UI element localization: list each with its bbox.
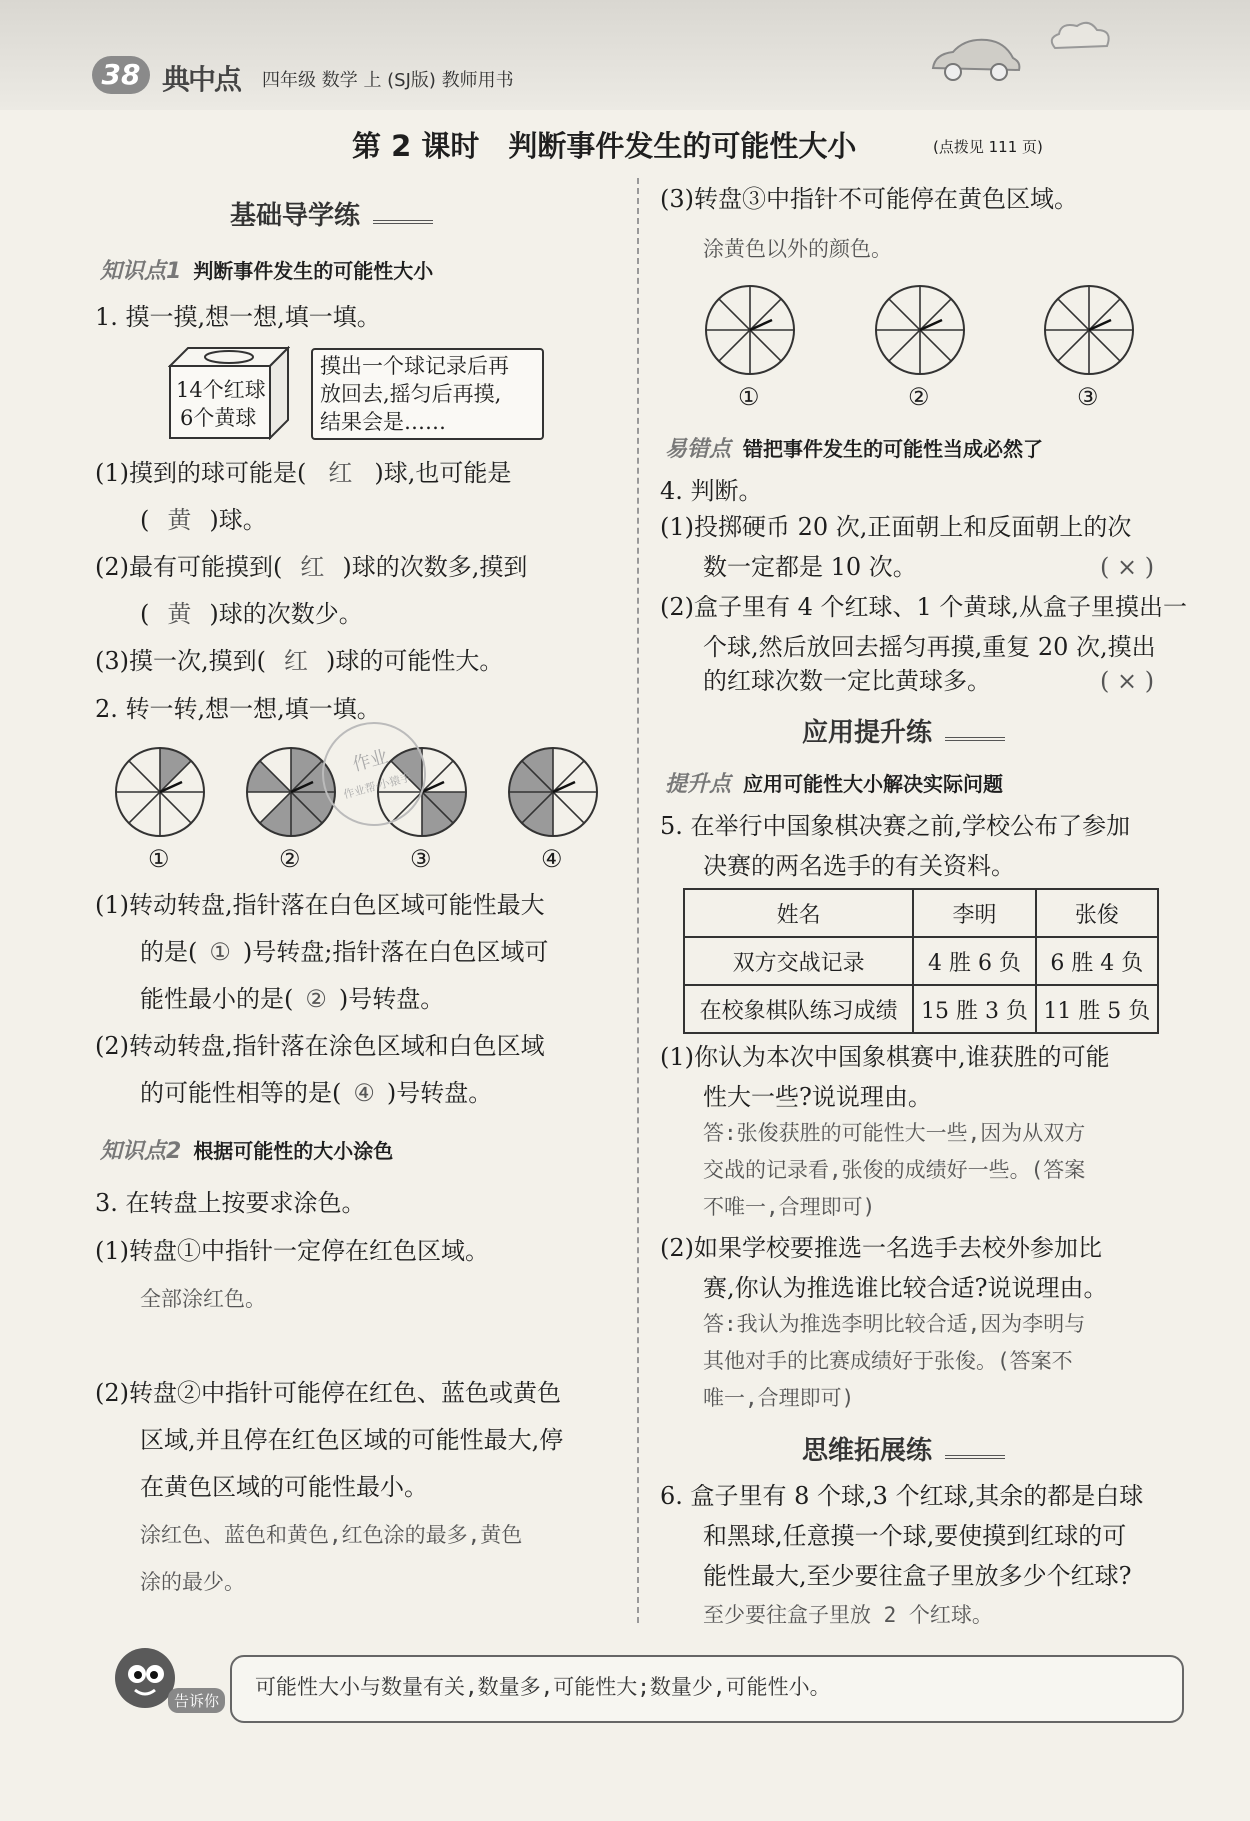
q1-part1-line2: ( 黄 )球。	[140, 506, 267, 534]
q3-part3: (3)转盘③中指针不可能停在黄色区域。	[660, 185, 1078, 213]
column-divider	[637, 178, 639, 1623]
mistake-point: 易错点 错把事件发生的可能性当成必然了	[665, 437, 1044, 462]
q6-line2: 和黑球,任意摸一个球,要使摸到红球的可	[703, 1522, 1127, 1550]
q5-part1-answer-2: 交战的记录看,张俊的成绩好一些。(答案	[703, 1158, 1086, 1182]
q2-label-1: ①	[148, 845, 170, 873]
q4-stem: 4. 判断。	[660, 477, 763, 505]
knowledge-point-1: 知识点1 判断事件发生的可能性大小	[100, 259, 434, 284]
q3-part2-answer-1: 涂红色、蓝色和黄色,红色涂的最多,黄色	[140, 1523, 523, 1547]
q5-stem-line2: 决赛的两名选手的有关资料。	[703, 852, 1015, 880]
q5-part2-answer-1: 答:我认为推选李明比较合适,因为李明与	[703, 1312, 1086, 1336]
q3-label-3: ③	[1077, 383, 1099, 411]
q4-part2-line1: (2)盒子里有 4 个红球、1 个黄球,从盒子里摸出一	[660, 593, 1188, 621]
q3-part1: (1)转盘①中指针一定停在红色区域。	[95, 1237, 489, 1265]
q6-answer: 至少要往盒子里放 2 个红球。	[703, 1603, 993, 1627]
q5-part1-line2: 性大一些?说说理由。	[703, 1083, 932, 1111]
table-cell: 4 胜 6 负	[913, 937, 1035, 985]
q3-part1-answer: 全部涂红色。	[140, 1287, 266, 1311]
q2-label-4: ④	[541, 845, 563, 873]
box-red-count: 14个红球	[176, 378, 266, 402]
watermark-stamp: 作业 作业帮·小猿手	[310, 710, 437, 837]
q4-part1-line2: 数一定都是 10 次。	[703, 553, 917, 581]
table-cell: 李明	[913, 889, 1035, 937]
improve-point: 提升点 应用可能性大小解决实际问题	[665, 772, 1004, 797]
q1-part1-line1: (1)摸到的球可能是( 红 )球,也可能是	[95, 459, 512, 487]
q3-part2-line2: 区域,并且停在红色区域的可能性最大,停	[140, 1426, 564, 1454]
q4-part2-line2: 个球,然后放回去摇匀再摸,重复 20 次,摸出	[703, 633, 1156, 661]
table-cell: 双方交战记录	[684, 937, 913, 985]
table-cell: 姓名	[684, 889, 913, 937]
q3-label-2: ②	[908, 383, 930, 411]
tip-text: 可能性大小与数量有关,数量多,可能性大;数量少,可能性小。	[255, 1675, 831, 1699]
q3-part2-answer-2: 涂的最少。	[140, 1570, 245, 1594]
q1-stem: 1. 摸一摸,想一想,填一填。	[95, 303, 381, 331]
q5-stem-line1: 5. 在举行中国象棋决赛之前,学校公布了参加	[660, 812, 1131, 840]
q3-label-1: ①	[738, 383, 760, 411]
q2-stem: 2. 转一转,想一想,填一填。	[95, 695, 381, 723]
q5-part2-answer-3: 唯一,合理即可)	[703, 1386, 855, 1410]
q2-part1-line3: 能性最小的是( ② )号转盘。	[140, 985, 445, 1013]
q1-part3: (3)摸一次,摸到( 红 )球的可能性大。	[95, 647, 504, 675]
section-basic: 基础导学练	[230, 195, 433, 232]
q4-part2-answer: ( × )	[1100, 667, 1155, 695]
player-table	[683, 888, 1159, 1034]
q3-spinner-3	[1041, 282, 1137, 378]
table-row	[684, 937, 1158, 985]
q3-spinner-1	[702, 282, 798, 378]
tip-label: 告诉你	[168, 1688, 225, 1713]
car-icon	[925, 30, 1025, 86]
table-cell: 在校象棋队练习成绩	[684, 985, 913, 1033]
q2-spinner-4	[505, 744, 601, 840]
q5-part2-line2: 赛,你认为推选谁比较合适?说说理由。	[703, 1274, 1108, 1302]
q1-part2-line2: ( 黄 )球的次数少。	[140, 600, 363, 628]
q1-box-line2: 放回去,摇匀后再摸,	[320, 382, 502, 406]
page-title: 第 2 课时 判断事件发生的可能性大小	[352, 129, 857, 163]
book-info: 四年级 数学 上 (SJ版) 教师用书	[262, 70, 514, 91]
q1-box-line3: 结果会是……	[320, 410, 446, 434]
q4-part1-line1: (1)投掷硬币 20 次,正面朝上和反面朝上的次	[660, 513, 1132, 541]
q2-part2-line1: (2)转动转盘,指针落在涂色区域和白色区域	[95, 1032, 545, 1060]
table-cell: 15 胜 3 负	[913, 985, 1035, 1033]
q1-box-line1: 摸出一个球记录后再	[320, 354, 509, 378]
q2-part1-line1: (1)转动转盘,指针落在白色区域可能性最大	[95, 891, 545, 919]
q4-part2-line3: 的红球次数一定比黄球多。	[703, 667, 991, 695]
knowledge-point-2: 知识点2 根据可能性的大小涂色	[100, 1139, 394, 1164]
q5-part1-answer-3: 不唯一,合理即可)	[703, 1195, 876, 1219]
title-hint: (点拨见 111 页)	[933, 138, 1043, 156]
table-header-row	[684, 889, 1158, 937]
q2-spinner-1	[112, 744, 208, 840]
q5-part1-answer-1: 答:张俊获胜的可能性大一些,因为从双方	[703, 1121, 1086, 1145]
q3-part2-line1: (2)转盘②中指针可能停在红色、蓝色或黄色	[95, 1379, 561, 1407]
q6-line3: 能性最大,至少要往盒子里放多少个红球?	[703, 1562, 1132, 1590]
section-apply: 应用提升练	[802, 712, 1005, 749]
table-cell: 6 胜 4 负	[1036, 937, 1158, 985]
page-number: 38	[92, 56, 150, 94]
table-cell: 11 胜 5 负	[1036, 985, 1158, 1033]
q3-spinner-2	[872, 282, 968, 378]
cloud-icon	[1045, 18, 1115, 58]
q5-part1-line1: (1)你认为本次中国象棋赛中,谁获胜的可能	[660, 1043, 1110, 1071]
q5-part2-answer-2: 其他对手的比赛成绩好于张俊。(答案不	[703, 1349, 1073, 1373]
q1-part2-line1: (2)最有可能摸到( 红 )球的次数多,摸到	[95, 553, 528, 581]
brand-logo: 典中点	[162, 63, 241, 96]
q5-part2-line1: (2)如果学校要推选一名选手去校外参加比	[660, 1234, 1102, 1262]
q3-part2-line3: 在黄色区域的可能性最小。	[140, 1473, 428, 1501]
table-row	[684, 985, 1158, 1033]
table-cell: 张俊	[1036, 889, 1158, 937]
q2-label-2: ②	[279, 845, 301, 873]
q2-part1-line2: 的是( ① )号转盘;指针落在白色区域可	[140, 938, 549, 966]
q3-stem: 3. 在转盘上按要求涂色。	[95, 1189, 366, 1217]
q4-part1-answer: ( × )	[1100, 553, 1155, 581]
section-extend: 思维拓展练	[802, 1430, 1005, 1467]
box-yellow-count: 6个黄球	[180, 406, 257, 430]
q2-part2-line2: 的可能性相等的是( ④ )号转盘。	[140, 1079, 493, 1107]
q3-part3-answer: 涂黄色以外的颜色。	[703, 237, 892, 261]
q2-label-3: ③	[410, 845, 432, 873]
q6-line1: 6. 盒子里有 8 个球,3 个红球,其余的都是白球	[660, 1482, 1144, 1510]
